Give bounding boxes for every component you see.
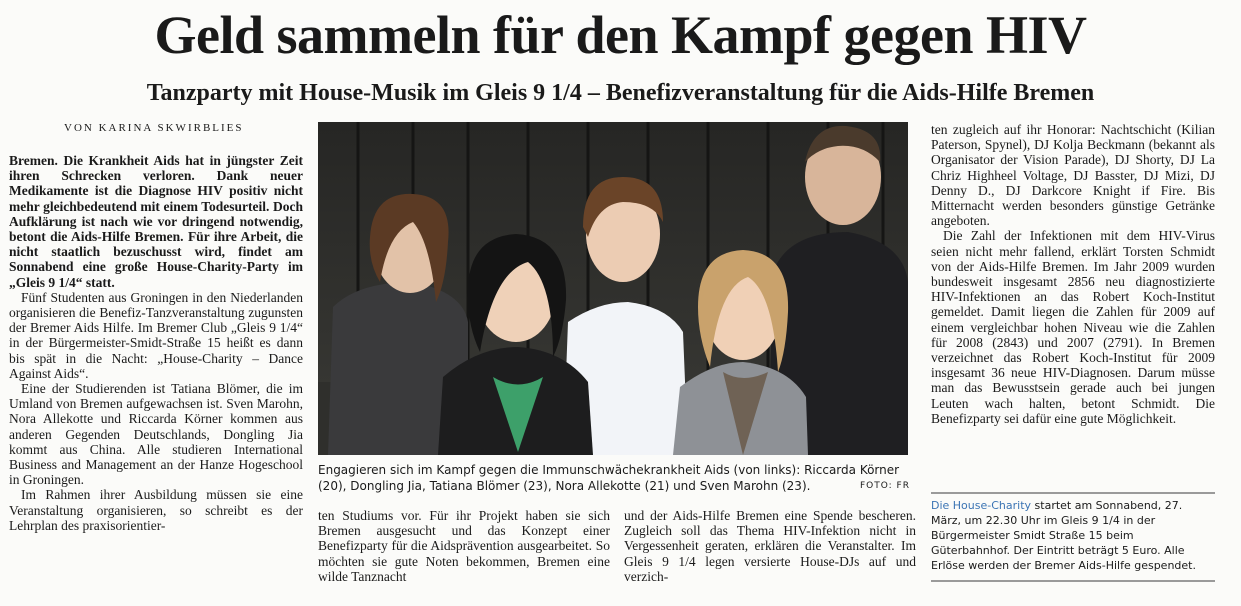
body-paragraph: Eine der Studierenden ist Tatiana Blömer, die im Umland von Bremen aufgewachsen ist. Sven Marohn, Nora Allekotte und Riccarda Körner kommen aus anderen Gegenden Deutschlands, Dongling Jia kommt aus China. Alle studieren International Business and Management an der Hanze Hogeschool in Groningen. [9, 381, 303, 488]
body-paragraph: Fünf Studenten aus Groningen in den Niederlanden organisieren die Benefiz-Tanzveranstaltung zugunsten der Bremer Aids Hilfe. Im Bremer Club „Gleis 9 1/4“ in der Bürgermeister-Smidt-Straße 15 heißt es dann bis spät in die Nacht: „House-Charity – Dance Against Aids“. [9, 289, 303, 381]
article-column-1 [9, 153, 303, 533]
article-column-2 [318, 508, 610, 584]
infobox-text: startet am Sonnabend, 27. März, um 22.30 Uhr im Gleis 9 1/4 in der Bürgermeister Smidt Straße 15 beim Güterbahnhof. Der Eintritt beträgt 5 Euro. Alle Erlöse werden der Bremer Aids-Hilfe gespendet. [931, 499, 1196, 572]
infobox-lead: Die House-Charity [931, 499, 1032, 512]
body-paragraph: ten zugleich auf ihr Honorar: Nachtschicht (Kilian Paterson, Spynel), DJ Kolja Beckmann (bekannt als Organisator der Vision Parade), DJ Shorty, DJ La Chriz Highheel Voltage, DJ Basster, DJ Mizi, DJ Denny D., DJ Darkcore Knight if Fire. Bis Mitternacht werden besonders günstige Getränke angeboten. [931, 122, 1215, 229]
article-column-4 [931, 122, 1215, 426]
byline: VON KARINA SKWIRBLIES [64, 122, 244, 134]
photo-caption [318, 462, 910, 494]
group-photo-image [318, 122, 908, 455]
body-paragraph: Die Zahl der Infektionen mit dem HIV-Virus seien nicht mehr fallend, erklärt Torsten Schmidt von der Aids-Hilfe Bremen. Im Jahr 2009 wurden bundesweit insgesamt 2856 neu diagnostizierte HIV-Infektionen an das Robert Koch-Institut gemeldet. Damit liegen die Zahlen für 2009 auf einem vergleichbar hohen Niveau wie die Zahlen für 2008 (2843) und 2007 (2791). In Bremen verzeichnet das Robert Koch-Institut für 2009 insgesamt 36 neue HIV-Diagnosen. Darum müsse man das Bewusstsein gerade auch bei jungen Leuten wach halten, betont Schmidt. Die Benefizparty sei dafür eine gute Möglichkeit. [931, 228, 1215, 426]
event-infobox [931, 492, 1215, 582]
subheadline: Tanzparty mit House-Musik im Gleis 9 1/4 – Benefizveranstaltung für die Aids-Hilfe Bremen [146, 80, 1095, 106]
photo-credit: FOTO: FR [859, 481, 910, 491]
body-paragraph: Im Rahmen ihrer Ausbildung müssen sie eine Veranstaltung organisieren, so schreibt es der Lehrplan des praxisorientier- [9, 487, 303, 533]
lead-paragraph: Bremen. Die Krankheit Aids hat in jüngster Zeit ihren Schrecken verloren. Dank neuer Medikamente ist die Diagnose HIV positiv nicht mehr gleichbedeutend mit einem Todesurteil. Doch Aufklärung ist nach wie vor dringend notwendig, betont die Aids-Hilfe Bremen. Für ihre Arbeit, die nicht staatlich bezuschusst wird, findet am Sonnabend eine große House-Charity-Party im „Gleis 9 1/4“ statt. [9, 153, 303, 290]
body-paragraph: ten Studiums vor. Für ihr Projekt haben sie sich Bremen ausgesucht und das Konzept einer Benefizparty für die Aidsprävention ausgearbeitet. So möchten sie gute Noten bekommen, Bremen eine wilde Tanznacht [318, 508, 610, 584]
headline: Geld sammeln für den Kampf gegen HIV [154, 5, 1087, 65]
body-paragraph: und der Aids-Hilfe Bremen eine Spende bescheren. Zugleich soll das Thema HIV-Infektion nicht in Vergessenheit geraten, erklären die Veranstalter. Im Gleis 9 1/4 legen versierte House-DJs auf und verzich- [624, 508, 916, 584]
caption-text: Engagieren sich im Kampf gegen die Immunschwächekrankheit Aids (von links): Riccarda Körner (20), Dongling Jia, Tatiana Blömer (23), Nora Allekotte (21) und Sven Marohn (23). [318, 463, 900, 493]
article-column-3 [624, 508, 916, 584]
group-photo [318, 122, 908, 455]
